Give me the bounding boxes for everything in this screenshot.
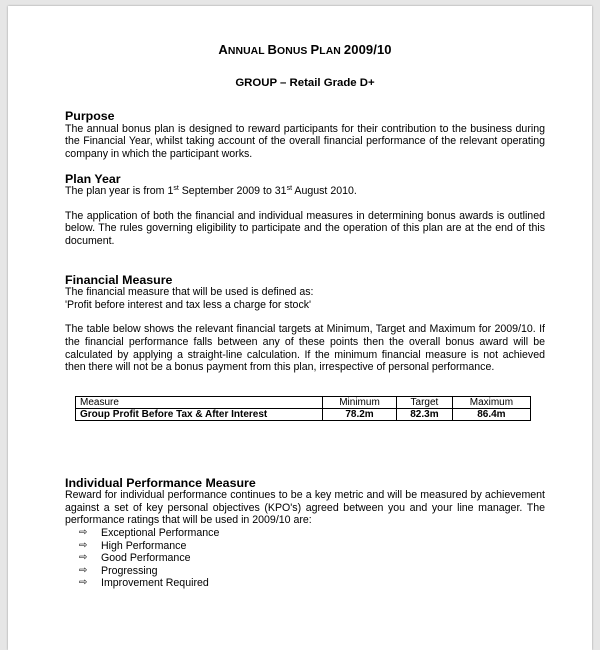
- plan-year-text: The plan year is from 1st September 2009 to 31st August 2010.: [65, 185, 357, 198]
- list-item: ⇨ Good Performance: [79, 552, 191, 565]
- list-item: ⇨ Exceptional Performance: [79, 527, 220, 540]
- cell-minimum: 78.2m: [323, 408, 397, 420]
- table-header-row: [76, 396, 531, 408]
- arrow-icon: ⇨: [79, 527, 88, 539]
- plan-year-heading: Plan Year: [65, 171, 121, 186]
- application-text: The application of both the financial and individual measures in determining bonus awards is outlined below. The rules governing eligibility to participate and the operation of this plan are at the end of this document.: [65, 209, 545, 247]
- header-measure: Measure: [76, 396, 323, 408]
- arrow-icon: ⇨: [79, 564, 88, 576]
- document-subtitle: GROUP – Retail Grade D+: [235, 76, 375, 89]
- financial-measure-line2: 'Profit before interest and tax less a charge for stock': [65, 298, 312, 311]
- document-content: [65, 44, 545, 590]
- arrow-icon: ⇨: [79, 552, 88, 564]
- cell-target: 82.3m: [397, 408, 453, 420]
- financial-table-intro: The table below shows the relevant financial targets at Minimum, Target and Maximum for 2009/10. If the financial performance falls between any of these points then the overall bonus award will be calculated by applying a straight-line calculation. If the minimum financial measure is not achieved then there will not be a bonus payment from this plan, irrespective of personal performance.: [65, 323, 545, 374]
- cell-maximum: 86.4m: [452, 408, 530, 420]
- header-maximum: Maximum: [452, 396, 530, 408]
- list-item: ⇨ Progressing: [79, 564, 158, 577]
- document-page: [8, 6, 592, 650]
- performance-ratings-list: [65, 527, 545, 590]
- document-title: ANNUAL BONUS PLAN 2009/10: [218, 42, 392, 57]
- financial-measure-heading: Financial Measure: [65, 272, 173, 287]
- arrow-icon: ⇨: [79, 577, 88, 589]
- list-item: ⇨ High Performance: [79, 539, 187, 552]
- list-item: ⇨ Improvement Required: [79, 577, 209, 590]
- financial-measure-line1: The financial measure that will be used is defined as:: [65, 286, 314, 299]
- individual-performance-heading: Individual Performance Measure: [65, 475, 256, 490]
- cell-measure: Group Profit Before Tax & After Interest: [76, 408, 323, 420]
- header-target: Target: [397, 396, 453, 408]
- individual-performance-text: Reward for individual performance continues to be a key metric and will be measured by achievement against a set of key personal objectives (KPO's) agreed between you and your line manager. The performance ratings that will be used in 2009/10 are:: [65, 489, 545, 527]
- arrow-icon: ⇨: [79, 539, 88, 551]
- header-minimum: Minimum: [323, 396, 397, 408]
- financial-targets-table: [75, 396, 531, 421]
- table-row: [76, 408, 531, 420]
- purpose-heading: Purpose: [65, 109, 115, 124]
- purpose-text: The annual bonus plan is designed to reward participants for their contribution to the business during the Financial Year, whilst taking account of the overall financial performance of the relevant operating company in which the participant works.: [65, 122, 545, 160]
